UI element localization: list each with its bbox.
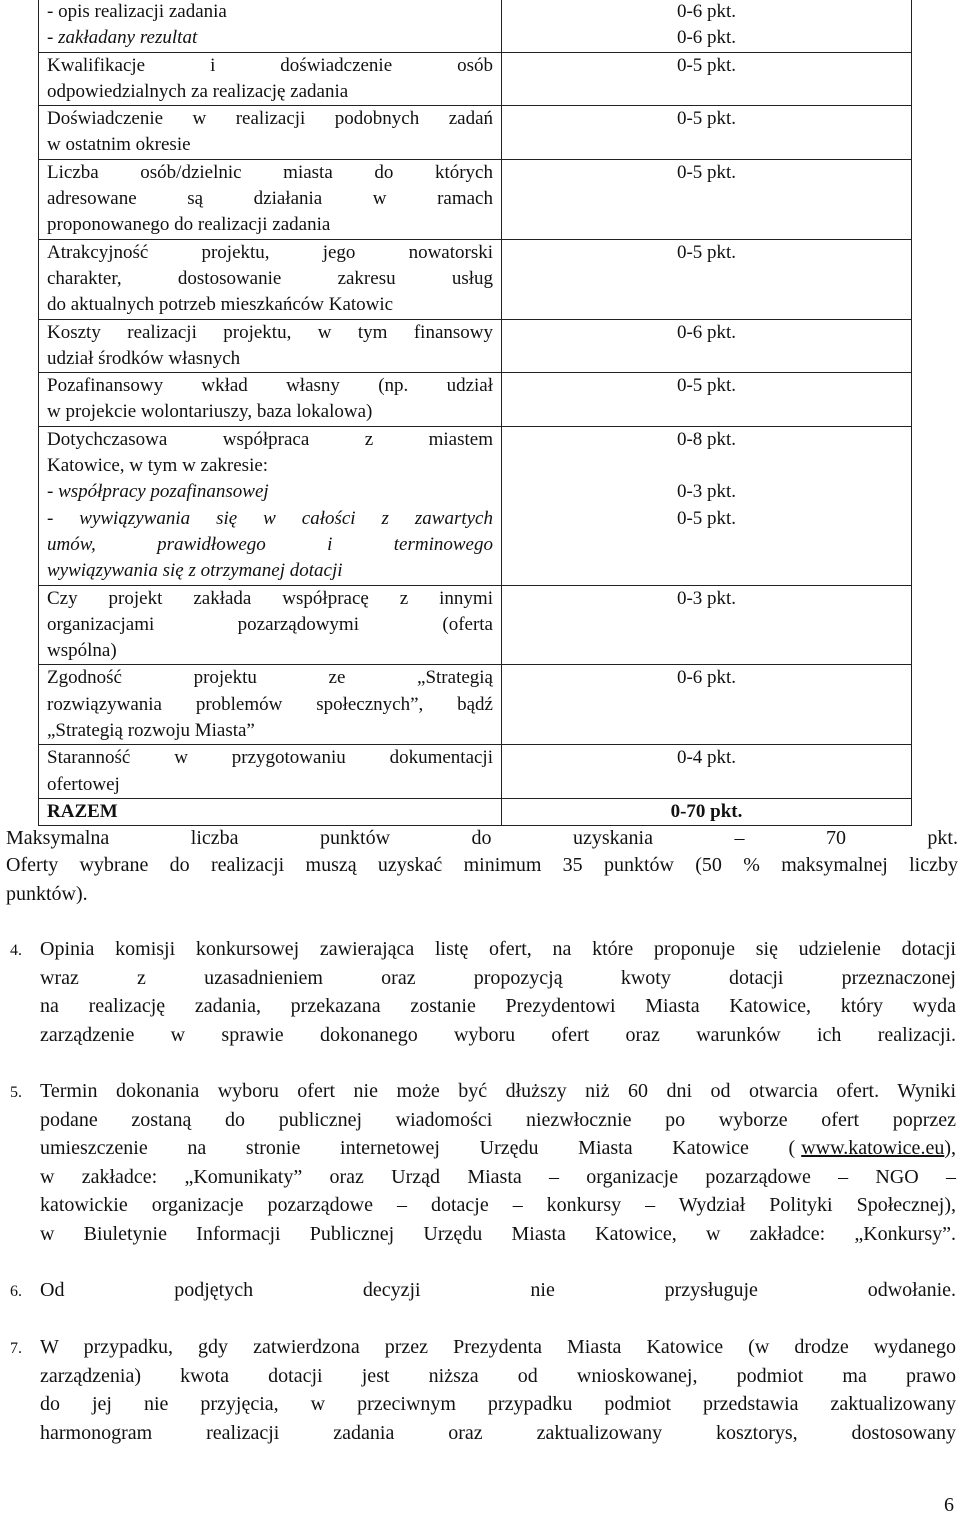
item-line: w zakładce: „Komunikaty” oraz Urząd Miasta – organizacje pozarządowe – NGO – [40,1165,956,1188]
points-value: 0-5 pkt. [676,54,737,76]
criteria-table-body [39,0,912,826]
item-line: na realizację zadania, przekazana zostanie Prezydentowi Miasta Katowice, który wyda [40,995,956,1017]
points-cell [502,426,912,585]
points-value: 0-5 pkt. [676,108,737,130]
min-points-line-2: punktów). [6,883,88,905]
item-number: 6. [10,1283,22,1300]
criterion-text-line: Dotychczasowa współpraca z miastem [47,428,493,450]
item-line: podane zostaną do publicznej wiadomości niezwłocznie po wyborze ofert poprzez [40,1108,956,1131]
criterion-text-line: Pozafinansowy wkład własny (np. udział [47,375,493,397]
item-line: harmonogram realizacji zadania oraz zaktualizowany kosztorys, dostosowany [40,1421,956,1444]
item-line: w Biuletynie Informacji Publicznej Urzędu Miasta Katowice, w zakładce: „Konkursy”. [40,1222,956,1245]
criterion-cell [39,319,502,373]
criterion-text-line: proponowanego do realizacji zadania [47,214,331,236]
points-value: 0-6 pkt. [676,1,737,22]
max-points-line: Maksymalna liczba punktów do uzyskania – 70 pkt. [6,827,958,849]
points-cell [502,239,912,319]
criteria-row [39,798,912,825]
points-value: 0-6 pkt. [676,667,737,689]
criterion-text-line: wywiązywania się z otrzymanej dotacji [47,560,343,582]
criterion-text-line: - zakładany rezultat [47,27,198,49]
item-text [40,935,956,1049]
points-cell [502,52,912,106]
word: na [187,1137,207,1159]
points-value: 0-3 pkt. [676,481,737,503]
item-line: Termin dokonania wyboru ofert nie może być dłuższy niż 60 dni od otwarcia ofert. Wyniki [40,1080,956,1102]
link-wrapper [801,1134,956,1163]
max-points-note [6,824,958,853]
katowice-website-link[interactable]: www.katowice.eu [801,1137,945,1159]
criterion-text-line: RAZEM [47,800,118,822]
points-value: 0-4 pkt. [676,747,737,769]
criteria-row [39,52,912,106]
points-value: 0-5 pkt. [676,507,737,529]
criterion-text-line: charakter, dostosowanie zakresu usług [47,267,493,289]
points-cell [502,745,912,799]
item-number: 7. [10,1340,22,1357]
item-line: zarządzenie w sprawie dokonanego wyboru ofert oraz warunków ich realizacji. [40,1023,956,1046]
word: Miasta [578,1137,633,1159]
criterion-text-line: do aktualnych potrzeb mieszkańców Katowic [47,294,394,316]
criterion-text-line: adresowane są działania w ramach [47,188,493,210]
criterion-text-line: - wywiązywania się w całości z zawartych [47,507,493,529]
item-text [40,1077,956,1248]
item-number: 5. [10,1084,22,1101]
points-value: 0-5 pkt. [676,161,737,183]
criterion-cell [39,52,502,106]
criterion-text-line: organizacjami pozarządowymi (oferta [47,613,493,635]
criteria-row [39,665,912,745]
criterion-text-line: Doświadczenie w realizacji podobnych zadań [47,108,493,130]
item-line: do jej nie przyjęcia, w przeciwnym przypadku podmiot przedstawia zaktualizowany [40,1393,956,1415]
criteria-row [39,159,912,239]
criteria-row [39,585,912,665]
criterion-text-line: Atrakcyjność projektu, jego nowatorski [47,241,493,263]
item-number: 4. [10,942,22,959]
criteria-row [39,0,912,52]
criterion-text-line: Liczba osób/dzielnic miasta do których [47,161,493,183]
min-points-note [6,851,958,909]
item-text [40,1333,956,1447]
item-line: Opinia komisji konkursowej zawierająca listę ofert, na które proponuje się udzielenie dotacji [40,938,956,960]
points-value: 0-70 pkt. [670,800,743,822]
criteria-row [39,106,912,160]
criterion-text-line: w projekcie wolontariuszy, baza lokalowa) [47,401,373,423]
points-value: 0-6 pkt. [676,321,737,343]
points-value: 0-3 pkt. [676,587,737,609]
criterion-cell [39,665,502,745]
points-value: 0-6 pkt. [676,27,737,49]
points-value: 0-5 pkt. [676,241,737,263]
points-value: 0-5 pkt. [676,375,737,397]
criterion-cell [39,106,502,160]
points-cell [502,373,912,427]
item-line: W przypadku, gdy zatwierdzona przez Prezydenta Miasta Katowice (w drodze wydanego [40,1336,956,1358]
criterion-text-line: umów, prawidłowego i terminowego [47,533,493,555]
min-points-line-1: Oferty wybrane do realizacji muszą uzyskać minimum 35 punktów (50 % maksymalnej liczby [6,854,958,876]
item-line: katowickie organizacje pozarządowe – dotacje – konkursy – Wydział Polityki Społecznej), [40,1194,956,1216]
criteria-row [39,319,912,373]
points-cell [502,585,912,665]
criteria-row [39,373,912,427]
criterion-cell [39,159,502,239]
item-text [40,1276,956,1305]
criterion-text-line: „Strategią rozwoju Miasta” [47,720,255,742]
points-cell [502,106,912,160]
points-cell [502,798,912,825]
item-line-with-link [40,1134,956,1163]
word: Urzędu [479,1137,539,1159]
link-suffix: ), [944,1137,956,1159]
page-number: 6 [944,1494,954,1516]
points-cell [502,159,912,239]
word: umieszczenie [40,1137,148,1159]
criteria-row [39,239,912,319]
criterion-text-line: wspólna) [47,640,117,662]
item-line-words [40,1134,801,1163]
item-line: zarządzenia) kwota dotacji jest niższa od wnioskowanej, podmiot ma prawo [40,1364,956,1387]
points-cell [502,0,912,52]
points-cell [502,665,912,745]
criterion-cell [39,373,502,427]
item-line: Od podjętych decyzji nie przysługuje odwołanie. [40,1279,956,1301]
criterion-text-line: Czy projekt zakłada współpracę z innymi [47,587,493,609]
points-cell [502,319,912,373]
criterion-cell [39,0,502,52]
criterion-text-line: udział środków własnych [47,347,241,369]
word: internetowej [340,1137,440,1159]
word: stronie [245,1137,301,1159]
criterion-text-line: odpowiedzialnych za realizację zadania [47,80,349,102]
criterion-cell [39,798,502,825]
criterion-text-line: Staranność w przygotowaniu dokumentacji [47,747,493,769]
criteria-row [39,745,912,799]
criterion-text-line: - opis realizacji zadania [47,1,227,22]
criterion-text-line: rozwiązywania problemów społecznych”, bądź [47,693,493,715]
criterion-text-line: Katowice, w tym w zakresie: [47,455,269,477]
criterion-cell [39,426,502,585]
criterion-cell [39,745,502,799]
criterion-cell [39,585,502,665]
criteria-row [39,426,912,585]
criterion-text-line: Kwalifikacje i doświadczenie osób [47,54,493,76]
criterion-text-line: - współpracy pozafinansowej [47,481,269,503]
word: Katowice [672,1137,749,1159]
word: ( [788,1137,796,1159]
criterion-text-line: Zgodność projektu ze „Strategią [47,667,493,689]
evaluation-criteria-table [38,0,912,826]
criterion-text-line: ofertowej [47,773,120,795]
item-line: wraz z uzasadnieniem oraz propozycją kwoty dotacji przeznaczonej [40,966,956,989]
criterion-text-line: w ostatnim okresie [47,134,191,156]
criterion-cell [39,239,502,319]
points-value: 0-8 pkt. [676,428,737,450]
criterion-text-line: Koszty realizacji projektu, w tym finansowy [47,321,493,343]
